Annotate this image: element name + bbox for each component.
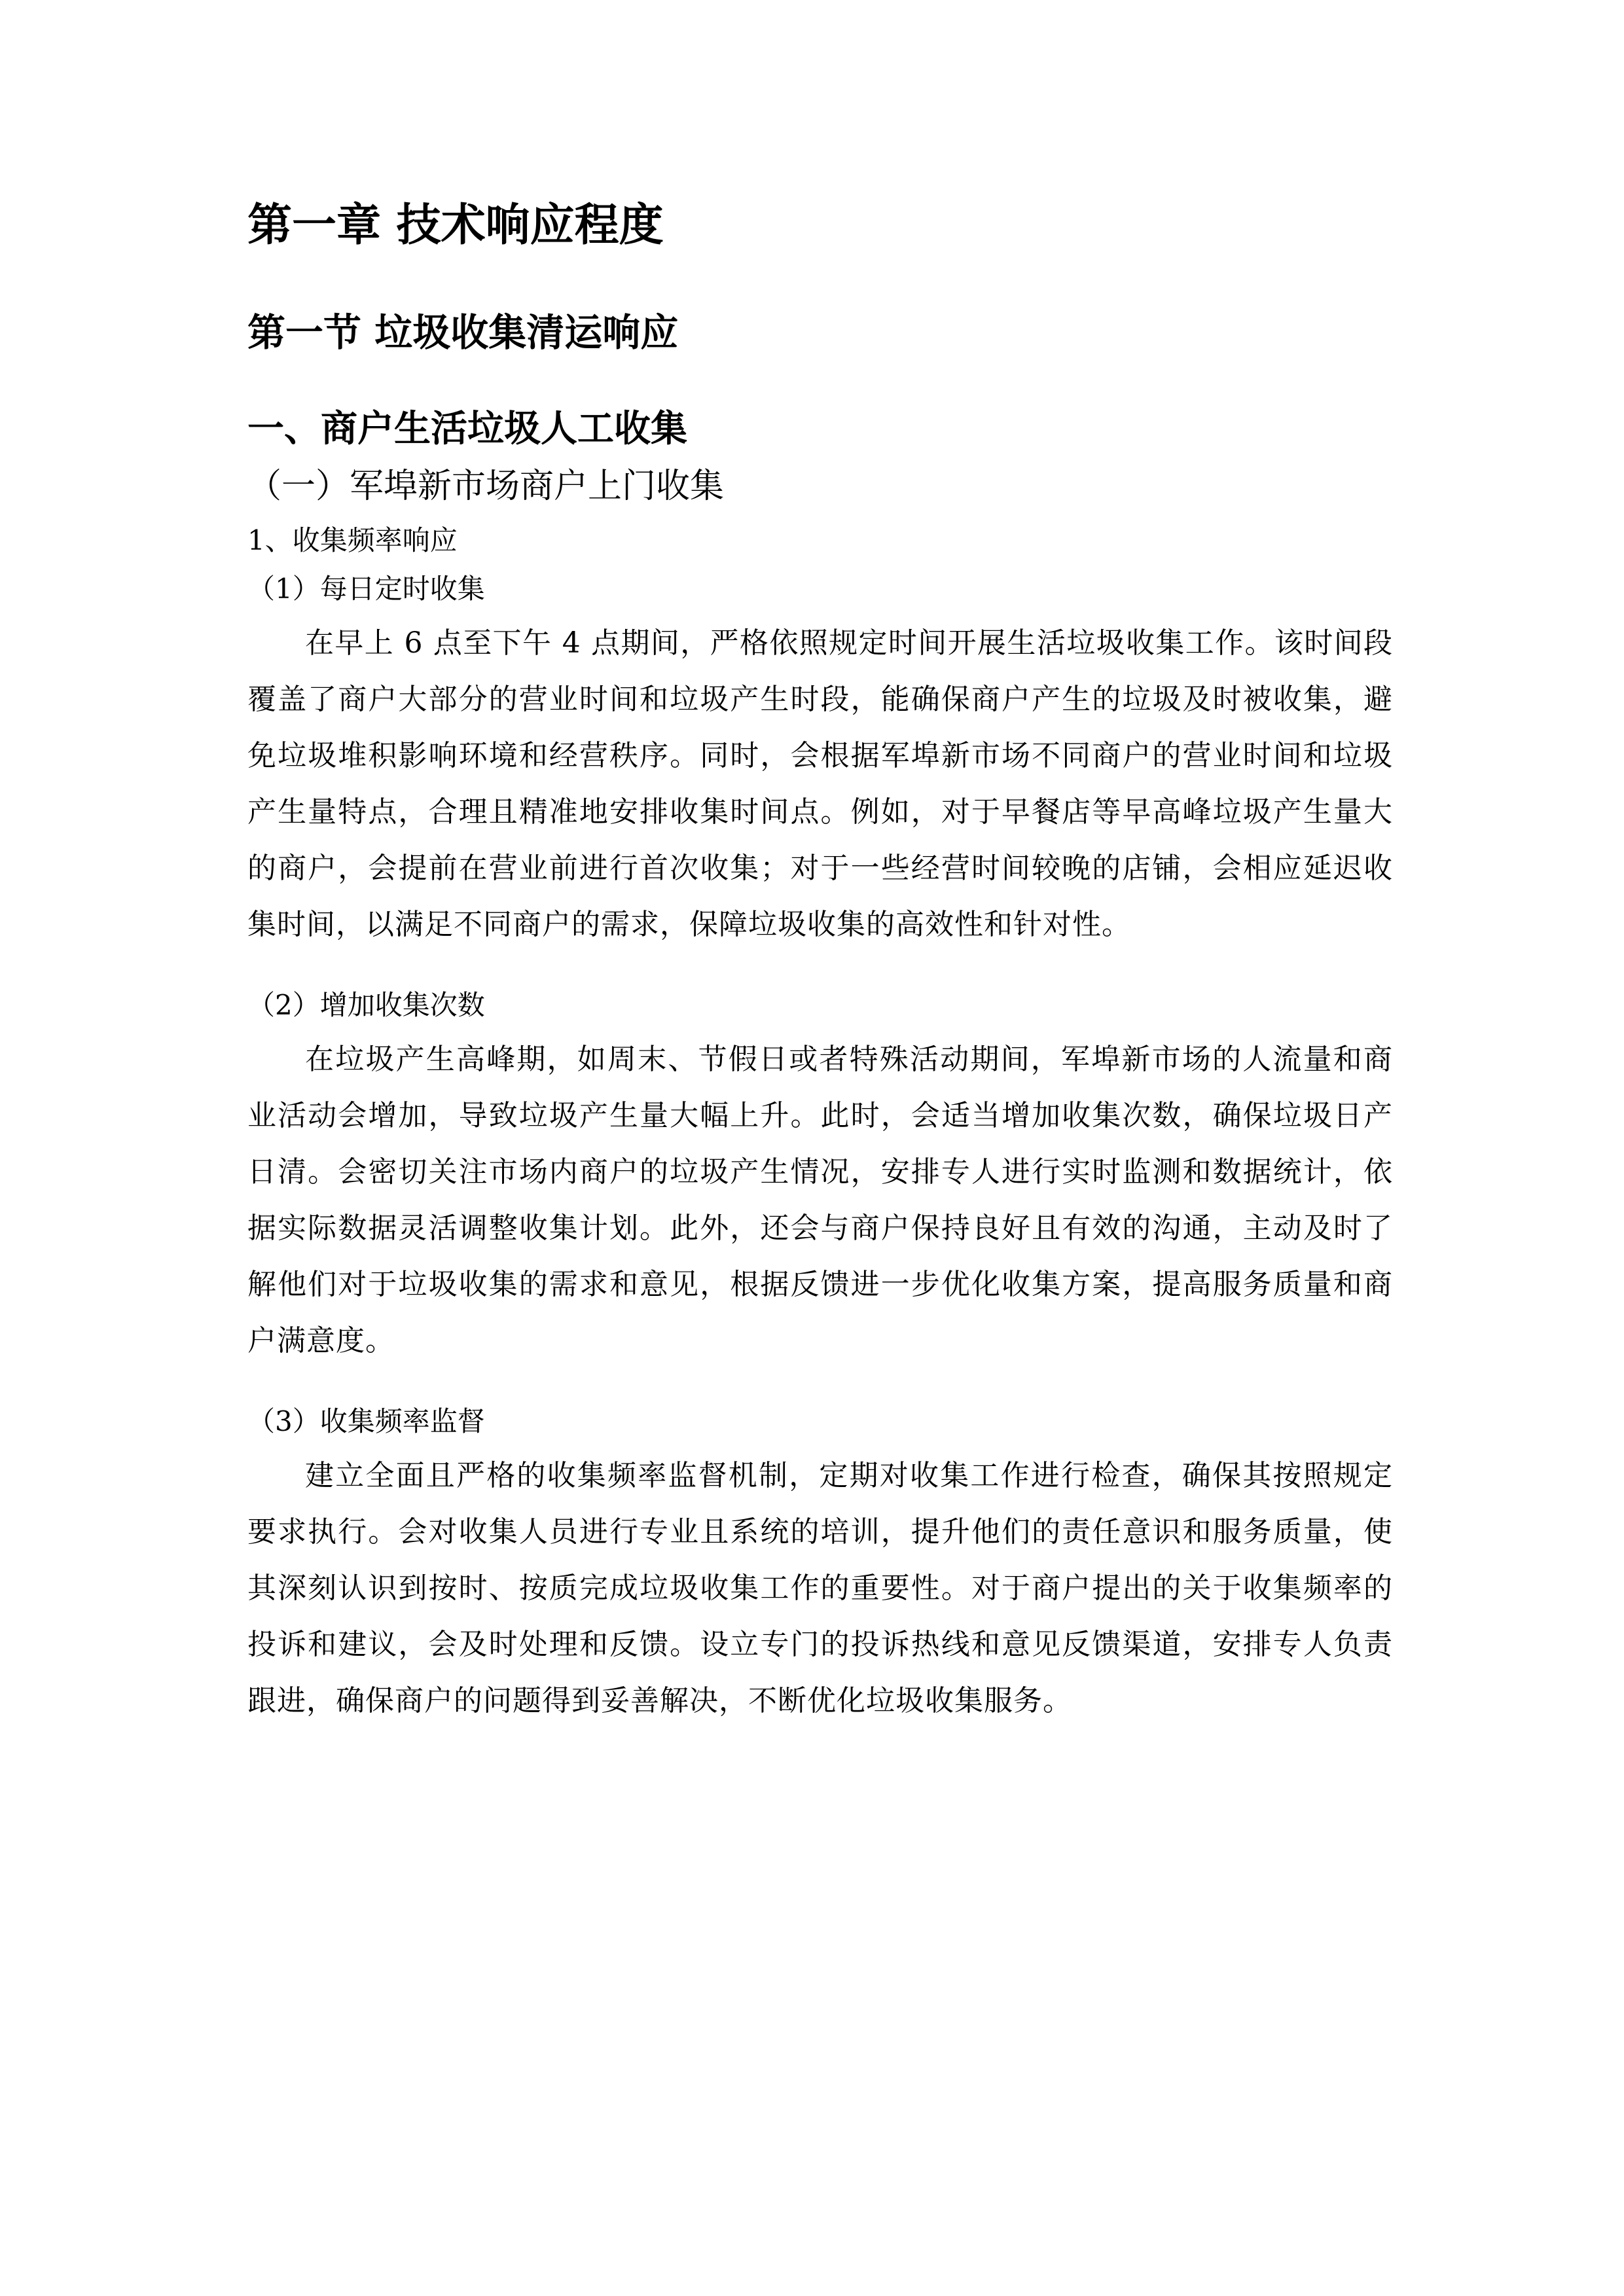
subsection-title: 一、商户生活垃圾人工收集 [247,408,687,450]
document-content [247,196,1393,1729]
point-title: （3）收集频率监督 [247,1405,485,1437]
point-paragraph: 建立全面且严格的收集频率监督机制，定期对收集工作进行检查，确保其按照规定要求执行。会对收集人员进行专业且系统的培训，提升他们的责任意识和服务质量，使其深刻认识到按时、按质完成垃圾收集工作的重要性。对于商户提出的关于收集频率的投诉和建议，会及时处理和反馈。设立专门的投诉热线和意见反馈渠道，安排专人负责跟进，确保商户的问题得到妥善解决，不断优化垃圾收集服务。 [247,1459,1393,1717]
item-title: 1、收集频率响应 [247,524,458,556]
section-title: 第一节 垃圾收集清运响应 [247,310,679,355]
point-title: （2）增加收集次数 [247,989,485,1021]
point-paragraph: 在垃圾产生高峰期，如周末、节假日或者特殊活动期间，军埠新市场的人流量和商业活动会增加，导致垃圾产生量大幅上升。此时，会适当增加收集次数，确保垃圾日产日清。会密切关注市场内商户的垃圾产生情况，安排专人进行实时监测和数据统计，依据实际数据灵活调整收集计划。此外，还会与商户保持良好且有效的沟通，主动及时了解他们对于垃圾收集的需求和意见，根据反馈进一步优化收集方案，提高服务质量和商户满意度。 [247,1043,1393,1357]
point-paragraph: 在早上 6 点至下午 4 点期间，严格依照规定时间开展生活垃圾收集工作。该时间段覆盖了商户大部分的营业时间和垃圾产生时段，能确保商户产生的垃圾及时被收集，避免垃圾堆积影响环境和经营秩序。同时，会根据军埠新市场不同商户的营业时间和垃圾产生量特点，合理且精准地安排收集时间点。例如，对于早餐店等早高峰垃圾产生量大的商户，会提前在营业前进行首次收集；对于一些经营时间较晚的店铺，会相应延迟收集时间，以满足不同商户的需求，保障垃圾收集的高效性和针对性。 [247,626,1393,941]
subsubsection-title: （一）军埠新市场商户上门收集 [247,467,725,506]
point-title: （1）每日定时收集 [247,573,485,605]
chapter-title: 第一章 技术响应程度 [247,200,664,251]
